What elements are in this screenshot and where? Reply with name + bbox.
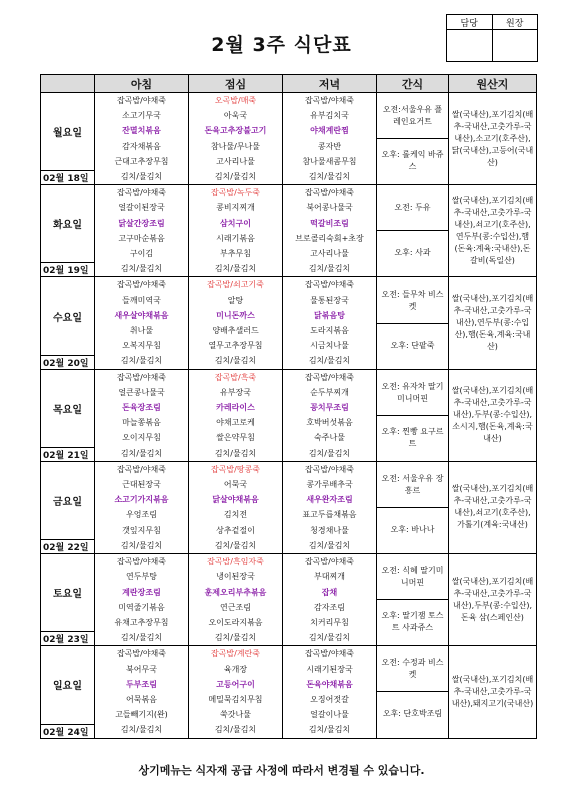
menu-item: 유채고추장무침 <box>114 617 169 627</box>
menu-item: 오곡밥/매죽 <box>214 96 257 105</box>
menu-item: 잡곡밥/야채죽 <box>116 649 167 659</box>
header-lunch: 점심 <box>189 75 283 93</box>
menu-item: 구이김 <box>129 249 154 259</box>
menu-item: 닭볶음탕 <box>314 310 345 320</box>
menu-item: 잡곡밥/야채죽 <box>304 280 355 290</box>
menu-item: 계란장조림 <box>122 587 161 597</box>
menu-item: 콩비지찌개 <box>216 203 255 213</box>
menu-item: 얼갈이나물 <box>310 710 349 720</box>
menu-item: 잡곡밥/야채죽 <box>304 372 355 382</box>
snack-morning: 오전: 서울우유 장흥르 <box>377 463 448 508</box>
approval-director-sign[interactable] <box>492 30 538 62</box>
snack-cell <box>377 369 449 461</box>
snack-afternoon: 오후: 사과 <box>394 248 431 258</box>
menu-item: 알탕 <box>227 295 244 305</box>
menu-item: 육개장 <box>223 664 248 674</box>
menu-item: 김치/물김치 <box>214 264 257 274</box>
day-label: 토요일 <box>41 554 95 632</box>
menu-item: 오이지무침 <box>122 433 161 443</box>
snack-cell <box>377 93 449 185</box>
menu-item: 잡곡밥/야채죽 <box>304 188 355 198</box>
snack-afternoon: 오후: 롤케익 바쥬스 <box>381 150 444 172</box>
menu-item: 야채계란찜 <box>310 126 349 136</box>
lunch-cell <box>189 277 283 369</box>
menu-item: 돈육장조림 <box>122 403 161 413</box>
menu-item: 잡곡밥/쇠고기죽 <box>207 280 264 290</box>
menu-item: 잡곡밥/야채죽 <box>116 188 167 198</box>
menu-item: 미역줄기볶음 <box>118 602 165 612</box>
menu-item: 김치/물김치 <box>308 172 351 182</box>
menu-item: 상추겉절이 <box>216 525 255 535</box>
menu-item: 표고두릅채볶음 <box>302 510 357 520</box>
snack-afternoon: 오후: 딸기잼 토스트 사과쥬스 <box>381 611 444 633</box>
menu-item: 새우살야채볶음 <box>114 310 169 320</box>
date-label: 02월 20일 <box>41 355 95 369</box>
menu-item: 김치/물김치 <box>214 540 257 550</box>
menu-item: 돈육고추장불고기 <box>204 126 267 136</box>
menu-item: 어묵국 <box>223 480 248 490</box>
date-label: 02월 23일 <box>41 632 95 646</box>
menu-item: 오복지무침 <box>122 341 161 351</box>
menu-item: 잡곡밥/계란죽 <box>210 649 261 659</box>
breakfast-cell <box>95 277 189 369</box>
menu-item: 브로콜리숙회+초장 <box>295 233 364 243</box>
menu-item: 시래기볶음 <box>216 233 255 243</box>
snack-morning: 오전: 들무차 비스켓 <box>377 279 448 324</box>
approval-box <box>446 14 538 62</box>
menu-item: 고들빼기지(완) <box>115 710 168 720</box>
menu-item: 잡곡밥/야채죽 <box>116 557 167 567</box>
header-row <box>41 75 537 93</box>
menu-item: 닭살야채볶음 <box>212 495 259 505</box>
menu-item: 잡곡밥/녹두죽 <box>210 188 261 198</box>
menu-item: 순두부찌개 <box>310 387 349 397</box>
origin-cell: 쌀(국내산),포기김치(배추-국내산,고춧가루-국내산),쇠고기(호주산),연두부(콩:수입산),햄(돈육:계육:국내산),돈갈비(독일산) <box>449 185 537 277</box>
menu-item: 잡곡밥/야채죽 <box>304 649 355 659</box>
menu-item: 시금치나물 <box>310 341 349 351</box>
menu-item: 김치/물김치 <box>214 633 257 643</box>
menu-table <box>40 74 537 739</box>
menu-item: 우엉조림 <box>126 510 157 520</box>
menu-item: 쌀은약무침 <box>216 433 255 443</box>
header-breakfast: 아침 <box>95 75 189 93</box>
menu-item: 삼치구이 <box>220 218 251 228</box>
menu-body <box>41 93 537 739</box>
menu-item: 얼갈이된장국 <box>118 203 165 213</box>
menu-item: 고등어구이 <box>216 679 255 689</box>
menu-item: 김치/물김치 <box>214 448 257 458</box>
header-dinner: 저녁 <box>283 75 377 93</box>
menu-item: 갯잎지무침 <box>122 525 161 535</box>
menu-item: 잡곡밥/야채죽 <box>116 372 167 382</box>
menu-item: 들깨미역국 <box>122 295 161 305</box>
origin-cell: 쌀(국내산),포기김치(배추-국내산,고춧가루-국내산),돼지고기(국내산) <box>449 646 537 738</box>
lunch-cell <box>189 369 283 461</box>
menu-item: 잡곡밥/야채죽 <box>304 464 355 474</box>
dinner-cell <box>283 461 377 553</box>
snack-morning: 오전: 식혜 딸기미니머핀 <box>377 555 448 600</box>
snack-afternoon: 오후: 단호박조림 <box>382 709 443 719</box>
lunch-cell <box>189 185 283 277</box>
menu-item: 마늘쫑볶음 <box>122 418 161 428</box>
menu-item: 훈제오리부추볶음 <box>204 587 267 597</box>
menu-item: 소고기가지볶음 <box>114 495 169 505</box>
menu-item: 잡곡밥/땅콩죽 <box>210 464 261 474</box>
day-label: 금요일 <box>41 461 95 539</box>
page-title: 2월 3주 식단표 <box>211 34 352 56</box>
dinner-cell <box>283 93 377 185</box>
dinner-cell <box>283 185 377 277</box>
snack-morning: 오전:서울우유 플레인요거트 <box>377 94 448 139</box>
origin-cell: 쌀(국내산),포기김치(배추-국내산,고춧가루-국내산),두부(콩:수입산),소시지,햄(돈육,계육:국내산) <box>449 369 537 461</box>
menu-item: 아욱국 <box>223 111 248 121</box>
header-snack: 간식 <box>377 75 449 93</box>
approval-manager-sign[interactable] <box>447 30 493 62</box>
snack-afternoon: 오후: 단팥죽 <box>390 340 435 350</box>
menu-item: 열무고추장무침 <box>208 341 263 351</box>
origin-cell: 쌀(국내산),포기김치(배추-국내산,고춧가루-국내산),쇠고기(호주산),가톨기(계육:국내산) <box>449 461 537 553</box>
snack-morning: 오전: 수정과 비스켓 <box>377 647 448 692</box>
day-row <box>41 646 537 724</box>
day-row <box>41 93 537 171</box>
menu-item: 카레라이스 <box>216 403 255 413</box>
menu-item: 잡채 <box>321 587 338 597</box>
menu-item: 양배추샐러드 <box>212 326 259 336</box>
menu-item: 어묵볶음 <box>126 694 157 704</box>
day-row <box>41 554 537 632</box>
approval-director-label: 원장 <box>492 15 538 30</box>
menu-item: 감자조림 <box>314 602 345 612</box>
menu-item: 잡곡밥/야채죽 <box>304 96 355 105</box>
menu-item: 얼큰콩나물국 <box>118 387 165 397</box>
breakfast-cell <box>95 93 189 185</box>
menu-item: 유부김치국 <box>310 111 349 121</box>
snack-morning: 오전: 유자차 딸기미니머핀 <box>377 371 448 416</box>
menu-item: 김치/물김치 <box>120 540 163 550</box>
menu-item: 김치/물김치 <box>308 356 351 366</box>
menu-item: 메밀묵김치무침 <box>208 694 263 704</box>
menu-item: 잡곡밥/야채죽 <box>304 557 355 567</box>
menu-item: 잡곡밥/야채죽 <box>116 280 167 290</box>
menu-item: 고사리나물 <box>216 156 255 166</box>
snack-afternoon: 오후: 찐빵 요구르트 <box>381 426 444 448</box>
breakfast-cell <box>95 369 189 461</box>
menu-item: 닭살간장조림 <box>118 218 165 228</box>
menu-item: 김치/물김치 <box>308 725 351 735</box>
menu-item: 연근조림 <box>220 602 251 612</box>
menu-item: 김치전 <box>223 510 248 520</box>
day-row <box>41 461 537 539</box>
header-origin: 원산지 <box>449 75 537 93</box>
date-label: 02월 19일 <box>41 263 95 277</box>
breakfast-cell <box>95 461 189 553</box>
menu-item: 유부장국 <box>220 387 251 397</box>
menu-item: 근대고추장무침 <box>114 156 169 166</box>
menu-item: 김치/물김치 <box>120 633 163 643</box>
menu-item: 김치/물김치 <box>308 633 351 643</box>
menu-item: 김치/물김치 <box>214 725 257 735</box>
day-row <box>41 277 537 355</box>
menu-item: 김치/물김치 <box>214 356 257 366</box>
menu-item: 야채고로케 <box>216 418 255 428</box>
menu-item: 연두부탕 <box>126 572 157 582</box>
menu-item: 김치/물김치 <box>120 172 163 182</box>
menu-item: 김치/물김치 <box>308 540 351 550</box>
snack-cell <box>377 646 449 738</box>
menu-item: 청경채나물 <box>310 525 349 535</box>
menu-item: 두부조림 <box>126 679 157 689</box>
menu-item: 김치/물김치 <box>120 264 163 274</box>
snack-cell <box>377 277 449 369</box>
origin-cell: 쌀(국내산),포기김치(배추-국내산,고춧가루-국내산),두부(콩:수입산),돈육 삼(스페인산) <box>449 554 537 646</box>
menu-item: 물통된장국 <box>310 295 349 305</box>
menu-item: 고사리나물 <box>310 249 349 259</box>
menu-item: 잡곡밥/흑임자죽 <box>207 557 264 567</box>
breakfast-cell <box>95 554 189 646</box>
menu-item: 돈육야채볶음 <box>306 679 353 689</box>
breakfast-cell <box>95 185 189 277</box>
menu-item: 꽁치무조림 <box>310 403 349 413</box>
menu-item: 치커리무침 <box>310 617 349 627</box>
menu-item: 숙주나물 <box>314 433 345 443</box>
menu-item: 잡곡밥/흑죽 <box>214 372 257 382</box>
menu-item: 미니돈까스 <box>216 310 255 320</box>
menu-item: 잡곡밥/야채죽 <box>116 96 167 105</box>
menu-item: 시래기된장국 <box>306 664 353 674</box>
menu-item: 감자채볶음 <box>122 141 161 151</box>
menu-item: 부추무침 <box>220 249 251 259</box>
menu-item: 도라지볶음 <box>310 326 349 336</box>
menu-item: 쑥갓나물 <box>220 710 251 720</box>
origin-cell: 쌀(국내산),포기김치(배추-국내산,고춧가루-국내산),연두부(콩:수입산),햄(돈육,계육:국내산) <box>449 277 537 369</box>
dinner-cell <box>283 277 377 369</box>
day-label: 수요일 <box>41 277 95 355</box>
snack-afternoon: 오후: 바나나 <box>390 524 435 534</box>
menu-item: 김치/물김치 <box>214 172 257 182</box>
lunch-cell <box>189 461 283 553</box>
snack-cell <box>377 185 449 277</box>
menu-item: 냉이된장국 <box>216 572 255 582</box>
menu-item: 김치/물김치 <box>120 448 163 458</box>
date-label: 02월 21일 <box>41 447 95 461</box>
header-blank <box>41 75 95 93</box>
day-label: 월요일 <box>41 93 95 171</box>
date-label: 02월 22일 <box>41 540 95 554</box>
menu-item: 오징어젓갈 <box>310 694 349 704</box>
lunch-cell <box>189 646 283 738</box>
menu-item: 김치/물김치 <box>308 264 351 274</box>
lunch-cell <box>189 93 283 185</box>
dinner-cell <box>283 369 377 461</box>
menu-item: 소고기무국 <box>122 111 161 121</box>
menu-item: 잔멸치볶음 <box>122 126 161 136</box>
approval-manager-label: 담당 <box>447 15 493 30</box>
menu-item: 김치/물김치 <box>120 725 163 735</box>
dinner-cell <box>283 554 377 646</box>
date-label: 02월 18일 <box>41 171 95 185</box>
menu-item: 김치/물김치 <box>120 356 163 366</box>
snack-cell <box>377 461 449 553</box>
menu-item: 떡갈비조림 <box>310 218 349 228</box>
menu-item: 참나물/무나물 <box>210 141 261 151</box>
breakfast-cell <box>95 646 189 738</box>
origin-cell: 쌀(국내산),포기김치(배추-국내산,고춧가루-국내산),소고기(호주산),닭(국내산),고등어(국내산) <box>449 93 537 185</box>
menu-item: 근대된장국 <box>122 480 161 490</box>
day-label: 목요일 <box>41 369 95 447</box>
date-label: 02월 24일 <box>41 724 95 738</box>
day-label: 일요일 <box>41 646 95 724</box>
menu-item: 새우완자조림 <box>306 495 353 505</box>
menu-item: 북어무국 <box>126 664 157 674</box>
menu-item: 북어콩나물국 <box>306 203 353 213</box>
snack-morning: 오전: 두유 <box>377 186 448 231</box>
menu-item: 김치/물김치 <box>308 448 351 458</box>
day-label: 화요일 <box>41 185 95 263</box>
menu-item: 부대찌개 <box>314 572 345 582</box>
menu-item: 참나물새콤무침 <box>302 156 357 166</box>
menu-item: 콩가루배추국 <box>306 480 353 490</box>
menu-item: 잡곡밥/야채죽 <box>116 464 167 474</box>
footer-note: 상기메뉴는 식자재 공급 사정에 따라서 변경될 수 있습니다. <box>138 764 425 777</box>
snack-cell <box>377 554 449 646</box>
menu-item: 고구마순볶음 <box>118 233 165 243</box>
menu-item: 호박버섯볶음 <box>306 418 353 428</box>
menu-item: 콩자반 <box>317 141 342 151</box>
dinner-cell <box>283 646 377 738</box>
menu-item: 오이도라지볶음 <box>208 617 263 627</box>
lunch-cell <box>189 554 283 646</box>
menu-item: 취나물 <box>129 326 154 336</box>
day-row <box>41 185 537 263</box>
day-row <box>41 369 537 447</box>
